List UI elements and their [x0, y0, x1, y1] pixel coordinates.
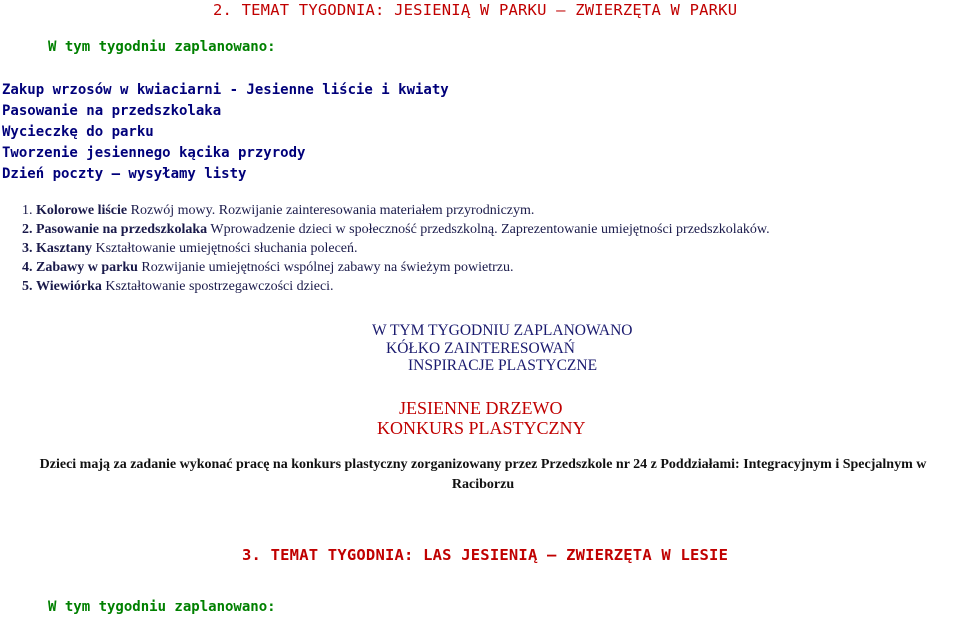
plan-item: Dzień poczty – wysyłamy listy [2, 166, 247, 182]
topic-name: Pasowanie na przedszkolaka [36, 222, 208, 237]
topic-desc: Kształtowanie spostrzegawczości dzieci. [101, 279, 334, 294]
topic-number: 2. [22, 222, 33, 237]
contest-description-line: Dzieci mają za zadanie wykonać pracę na konkurs plastyczny zorganizowany przez Przedszkole nr 24 z Poddziałami: Integracyjnym i Specjalnym w [39, 457, 927, 472]
topic-item [22, 220, 770, 239]
center-line-autumn-tree: JESIENNE DRZEWO [399, 398, 563, 418]
topic-item [22, 239, 770, 258]
topic-number: 1. [22, 203, 33, 218]
topic-desc: Rozwijanie umiejętności wspólnej zabawy na świeżym powietrzu. [137, 260, 514, 275]
contest-description-line: Raciborzu [451, 477, 515, 492]
topic-3-title: 3. TEMAT TYGODNIA: LAS JESIENIĄ – ZWIERZĘTA W LESIE [242, 546, 729, 564]
plan-item: Tworzenie jesiennego kącika przyrody [2, 145, 306, 161]
plan-list [2, 80, 449, 185]
center-line-planned: W TYM TYGODNIU ZAPLANOWANO [372, 322, 633, 339]
plan-item: Zakup wrzosów w kwiaciarni - Jesienne liście i kwiaty [2, 82, 449, 98]
topic-item [22, 201, 770, 220]
topic-number: 5. [22, 279, 33, 294]
topic-name: Wiewiórka [36, 279, 102, 294]
planned-label: W tym tygodniu zaplanowano: [48, 39, 276, 55]
topic-desc: Rozwój mowy. Rozwijanie zainteresowania materiałem przyrodniczym. [127, 203, 535, 218]
topic-name: Kasztany [36, 241, 92, 256]
plan-item: Pasowanie na przedszkolaka [2, 103, 222, 119]
topic-name: Kolorowe liście [36, 203, 128, 218]
contest-description [0, 455, 960, 495]
planned-label-topic-3: W tym tygodniu zaplanowano: [48, 599, 276, 615]
center-line-art-inspirations: INSPIRACJE PLASTYCZNE [408, 357, 598, 374]
weekly-topics-list [22, 201, 770, 296]
plan-item: Wycieczkę do parku [2, 124, 154, 140]
topic-item [22, 277, 770, 296]
topic-name: Zabawy w parku [36, 260, 138, 275]
topic-desc: Wprowadzenie dzieci w społeczność przedszkolną. Zaprezentowanie umiejętności przedszkolaków. [207, 222, 770, 237]
topic-number: 3. [22, 241, 33, 256]
center-line-interest-club: KÓŁKO ZAINTERESOWAŃ [386, 340, 575, 357]
topic-number: 4. [22, 260, 33, 275]
topic-2-title: 2. TEMAT TYGODNIA: JESIENIĄ W PARKU – ZWIERZĘTA W PARKU [213, 1, 738, 19]
topic-desc: Kształtowanie umiejętności słuchania poleceń. [92, 241, 358, 256]
center-line-art-contest: KONKURS PLASTYCZNY [377, 418, 586, 438]
topic-item [22, 258, 770, 277]
